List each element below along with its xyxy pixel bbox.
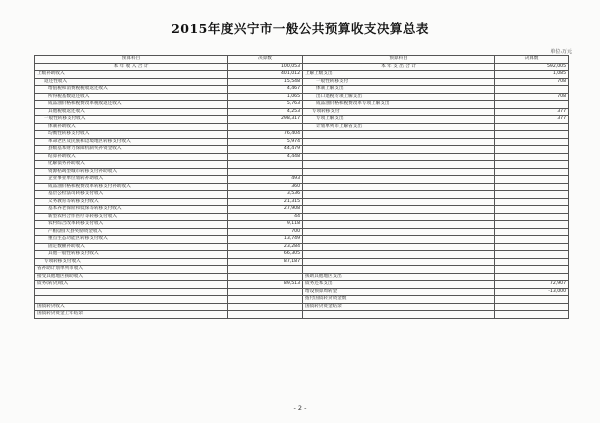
- income-amount: 4,467: [228, 86, 303, 94]
- income-item: 化解债务补助收入: [35, 161, 228, 169]
- income-amount: 15,548: [228, 78, 303, 86]
- expenditure-item: [303, 131, 495, 139]
- expenditure-item: 出口退税专项上解支出: [303, 93, 495, 101]
- expenditure-amount: [495, 183, 569, 191]
- table-row: [35, 296, 569, 304]
- income-amount: 44: [228, 213, 303, 221]
- table-row: [35, 311, 569, 319]
- expenditure-item: 拨付国债转贷资金数: [303, 296, 495, 304]
- income-amount: [228, 161, 303, 169]
- income-item: 革命老区及民族和边境地区转移支付收入: [35, 138, 228, 146]
- income-item: 上级补助收入: [35, 71, 228, 79]
- table-row: [35, 108, 569, 116]
- income-amount: [228, 288, 303, 296]
- income-amount: 493: [228, 176, 303, 184]
- table-row: [35, 93, 569, 101]
- expenditure-item: [303, 191, 495, 199]
- expenditure-amount: [495, 303, 569, 311]
- expenditure-item: [303, 251, 495, 259]
- income-item: 专项转移支付收入: [35, 258, 228, 266]
- income-amount: 360: [228, 183, 303, 191]
- income-item: 一般性转移支付收入: [35, 116, 228, 124]
- income-item: 基层公检法司转移支付收入: [35, 191, 228, 199]
- expenditure-item: [303, 311, 495, 319]
- page-number: - 2 -: [293, 404, 307, 412]
- expenditure-item: [303, 213, 495, 221]
- expenditure-item: [303, 221, 495, 229]
- unit-label: 单位:万元: [550, 49, 572, 55]
- expenditure-amount: [495, 251, 569, 259]
- expenditure-item: 专项上解支出: [303, 116, 495, 124]
- expenditure-amount: [495, 168, 569, 176]
- income-item: 产粮(油)大县奖励资金收入: [35, 228, 228, 236]
- header-right-item: 预算科目: [303, 56, 495, 64]
- expenditure-amount: [495, 221, 569, 229]
- income-item: [35, 288, 228, 296]
- expenditure-item: [303, 228, 495, 236]
- income-amount: 13,749: [228, 236, 303, 244]
- table-row: [35, 71, 569, 79]
- table-row: [35, 63, 569, 71]
- income-amount: [228, 296, 303, 304]
- income-item: 资源枯竭型城市转移支付补助收入: [35, 168, 228, 176]
- income-amount: 44,479: [228, 146, 303, 154]
- table-row: [35, 258, 569, 266]
- income-amount: 5,974: [228, 138, 303, 146]
- expenditure-amount: [495, 123, 569, 131]
- expenditure-item: [303, 153, 495, 161]
- header-left-amount: 决算数: [228, 56, 303, 64]
- header-right-amount: 决算数: [495, 56, 569, 64]
- expenditure-amount: [495, 258, 569, 266]
- table-row: [35, 176, 569, 184]
- income-item: 成品油价格和税费改革税收返还收入: [35, 101, 228, 109]
- expenditure-item: 计划单列市上解省支出: [303, 123, 495, 131]
- income-item: 国债转贷资金上年结余: [35, 311, 228, 319]
- expenditure-amount: 708: [495, 93, 569, 101]
- expenditure-amount: 1,085: [495, 71, 569, 79]
- income-amount: [228, 266, 303, 274]
- income-item: 结算补助收入: [35, 153, 228, 161]
- expenditure-item: 国债转贷资金结余: [303, 303, 495, 311]
- expenditure-item: [303, 206, 495, 214]
- header-left-item: 预算科目: [35, 56, 228, 64]
- table-row: [35, 161, 569, 169]
- table-row: [35, 303, 569, 311]
- income-amount: 66,305: [228, 251, 303, 259]
- expenditure-amount: [495, 228, 569, 236]
- income-amount: 4,448: [228, 153, 303, 161]
- income-item: 其他税收返还收入: [35, 108, 228, 116]
- table-row: [35, 191, 569, 199]
- expenditure-item: 专项转移支付: [303, 108, 495, 116]
- expenditure-amount: [495, 153, 569, 161]
- income-amount: [228, 311, 303, 319]
- table-row: [35, 123, 569, 131]
- income-amount: 100,053: [228, 63, 303, 71]
- expenditure-item: 增设预算周转金: [303, 288, 495, 296]
- income-item: 均衡性转移支付收入: [35, 131, 228, 139]
- table-row: [35, 78, 569, 86]
- table-row: [35, 198, 569, 206]
- income-item: 接受其他地区援助收入: [35, 273, 228, 281]
- expenditure-amount: [495, 311, 569, 319]
- income-item: 基本养老保险和低保等转移支付收入: [35, 206, 228, 214]
- expenditure-amount: [495, 146, 569, 154]
- income-amount: 23,284: [228, 243, 303, 251]
- expenditure-amount: 377: [495, 108, 569, 116]
- income-amount: 76,404: [228, 131, 303, 139]
- table-row: [35, 213, 569, 221]
- income-item: [35, 296, 228, 304]
- expenditure-item: 债务还本支出: [303, 281, 495, 289]
- income-item: 义务教育等转移支付收入: [35, 198, 228, 206]
- expenditure-item: [303, 198, 495, 206]
- income-amount: [228, 168, 303, 176]
- expenditure-item: [303, 236, 495, 244]
- income-amount: 21,315: [228, 198, 303, 206]
- expenditure-item: [303, 176, 495, 184]
- expenditure-item: [303, 243, 495, 251]
- expenditure-item: 本 年 支 出 合 计: [303, 63, 495, 71]
- income-item: 本 年 收 入 合 计: [35, 63, 228, 71]
- income-item: 其他一般性转移支付收入: [35, 251, 228, 259]
- table-row: [35, 243, 569, 251]
- income-item: 所得税基数返还收入: [35, 93, 228, 101]
- table-row: [35, 146, 569, 154]
- income-amount: [228, 273, 303, 281]
- expenditure-item: 上解上级支出: [303, 71, 495, 79]
- income-amount: 87,187: [228, 258, 303, 266]
- expenditure-amount: [495, 243, 569, 251]
- expenditure-item: [303, 183, 495, 191]
- income-item: 体制补助收入: [35, 123, 228, 131]
- expenditure-amount: [495, 296, 569, 304]
- income-amount: 5,763: [228, 101, 303, 109]
- table-header-row: [35, 56, 569, 64]
- income-amount: [228, 123, 303, 131]
- expenditure-item: 一般性转移支付: [303, 78, 495, 86]
- income-amount: 3,536: [228, 191, 303, 199]
- table-row: [35, 86, 569, 94]
- budget-table-body: [35, 56, 569, 319]
- income-item: 增值税和消费税税收返还收入: [35, 86, 228, 94]
- table-row: [35, 281, 569, 289]
- table-row: [35, 183, 569, 191]
- expenditure-amount: [495, 101, 569, 109]
- income-amount: 4,253: [228, 108, 303, 116]
- expenditure-amount: [495, 266, 569, 274]
- expenditure-amount: 72,907: [495, 281, 569, 289]
- table-row: [35, 273, 569, 281]
- table-row: [35, 288, 569, 296]
- table-row: [35, 236, 569, 244]
- income-item: 债务(转贷)收入: [35, 281, 228, 289]
- document-title: 2015年度兴宁市一般公共预算收支决算总表: [171, 21, 429, 36]
- table-row: [35, 251, 569, 259]
- income-item: 县级基本财力保障机制奖补资金收入: [35, 146, 228, 154]
- expenditure-amount: [495, 213, 569, 221]
- table-row: [35, 221, 569, 229]
- expenditure-amount: [495, 176, 569, 184]
- expenditure-item: [303, 266, 495, 274]
- income-amount: 9,118: [228, 221, 303, 229]
- table-row: [35, 153, 569, 161]
- income-item: 国债转贷收入: [35, 303, 228, 311]
- expenditure-item: [303, 161, 495, 169]
- income-item: 企业事业单位划转补助收入: [35, 176, 228, 184]
- income-item: 新型农村合作医疗等转移支付收入: [35, 213, 228, 221]
- table-row: [35, 206, 569, 214]
- income-item: 固定数额补助收入: [35, 243, 228, 251]
- income-amount: 1,065: [228, 93, 303, 101]
- expenditure-amount: [495, 161, 569, 169]
- expenditure-amount: [495, 273, 569, 281]
- expenditure-amount: -13,000: [495, 288, 569, 296]
- table-row: [35, 266, 569, 274]
- expenditure-item: [303, 138, 495, 146]
- income-item: 省补助计划单列市收入: [35, 266, 228, 274]
- expenditure-amount: [495, 236, 569, 244]
- income-item: 返还性收入: [35, 78, 228, 86]
- table-row: [35, 168, 569, 176]
- expenditure-amount: [495, 131, 569, 139]
- expenditure-amount: 377: [495, 116, 569, 124]
- expenditure-amount: 708: [495, 78, 569, 86]
- budget-table: [34, 55, 569, 319]
- income-item: 农村综合改革转移支付收入: [35, 221, 228, 229]
- expenditure-amount: [495, 191, 569, 199]
- income-amount: 401,012: [228, 71, 303, 79]
- table-row: [35, 228, 569, 236]
- expenditure-item: 体制上解支出: [303, 86, 495, 94]
- table-row: [35, 131, 569, 139]
- income-amount: 700: [228, 228, 303, 236]
- income-amount: 298,317: [228, 116, 303, 124]
- expenditure-item: 成品油价格和税费改革专项上解支出: [303, 101, 495, 109]
- income-amount: 89,513: [228, 281, 303, 289]
- table-row: [35, 101, 569, 109]
- table-row: [35, 116, 569, 124]
- income-amount: 27,908: [228, 206, 303, 214]
- income-item: 重点生态功能区转移支付收入: [35, 236, 228, 244]
- expenditure-amount: [495, 206, 569, 214]
- expenditure-amount: [495, 138, 569, 146]
- income-amount: [228, 303, 303, 311]
- table-row: [35, 138, 569, 146]
- expenditure-item: [303, 168, 495, 176]
- expenditure-item: 援助其他地区支出: [303, 273, 495, 281]
- expenditure-amount: 592,005: [495, 63, 569, 71]
- expenditure-amount: [495, 198, 569, 206]
- income-item: 成品油价格和税费改革转移支付补助收入: [35, 183, 228, 191]
- expenditure-amount: [495, 86, 569, 94]
- expenditure-item: [303, 146, 495, 154]
- expenditure-item: [303, 258, 495, 266]
